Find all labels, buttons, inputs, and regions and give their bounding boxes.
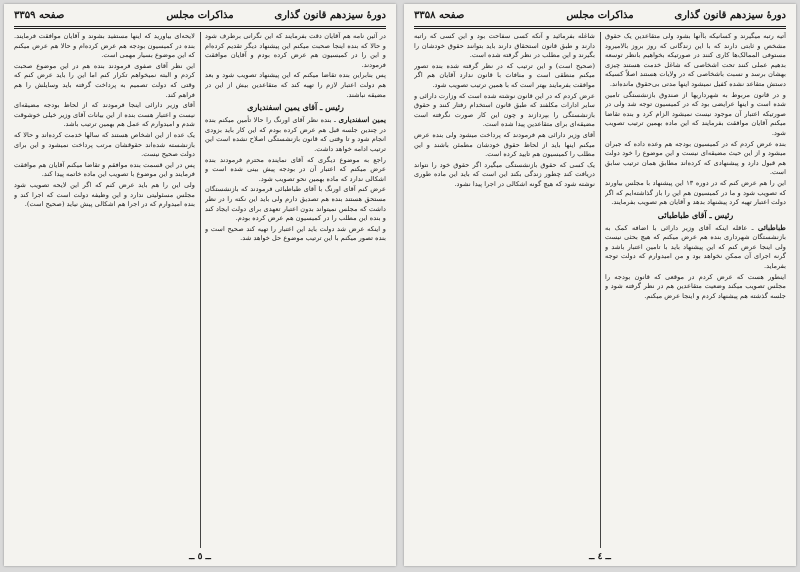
header-page-number: صفحه ۳۳۵۸: [414, 10, 465, 21]
page-footer-number: ــ ٥ ــ: [189, 552, 211, 562]
paragraph: و اینکه عرض شد دولت باید این اعتبار را تهیه کند صحیح است و بنده تصور میکنم با این ترتیب موضوع حل خواهد شد.: [205, 224, 386, 243]
paragraph: پس در این قسمت بنده موافقم و تقاضا میکنم آقایان هم موافقت فرمایند و این موضوع با تصویب این ماده خاتمه پیدا کند.: [14, 160, 195, 179]
paragraph: آقای وزیر دارائی هم فرمودند که پرداخت میشود ولی بنده عرض میکنم اینها باید از لحاظ حقوق خودشان مطمئن باشند و این مطلب را کمیسیون هم تایید کرده است.: [414, 130, 595, 159]
column-left: [14, 32, 195, 548]
header-session: دورهٔ سیزدهم قانون گذاری: [674, 10, 786, 21]
paragraph: این نظر آقای صفوی فرمودند بنده هم در این موضوع صحبت کردم و البته نمیخواهم تکرار کنم اما این را باید عرض کنم که وقتی که دولت تصمیم به پرداخت گرفته باید وسایلش را هم فراهم کند.: [14, 61, 195, 99]
column-left: [414, 32, 595, 548]
paragraph: اینطور هست که عرض کردم در موقعی که قانون بودجه را مجلس تصویب میکند وضعیت متقاعدین هم در نظر گرفته شود و جلسه گذشته هم پیشنهاد کردم و اینجا عرض میکنم.: [605, 272, 786, 300]
column-divider: [200, 32, 201, 548]
header-rule: [414, 26, 786, 29]
page-header: [414, 10, 786, 26]
header-page-number: صفحه ۳۳۵۹: [14, 10, 65, 21]
paragraph-text: ـ بنده نظر آقای اورنگ را حالا تأمین میکنم بنده در چندین جلسه قبل هم عرض کرده بودم که این کار باید بزودی انجام شود و تا وقتی که قانون بازنشستگی اصلاح نشده است این ترتیب ادامه خواهد داشت.: [205, 116, 386, 153]
paragraph: آتیه رتبه میگیرند و کسانیکه باآنها بشود ولی متقاعدین یک حقوق مشخص و ثابتی دارند که با این زندگانی که روز بروز بالامیرود مستوفی الممالک‌ها کاری کنند در صورتیکه بخواهیم بانظر توسعه بدهیم عملی کنند تحت اشخاصی که شاغل خدمت هستند چیزی بهشان برسد و نسبت باشخاصی که در ولایات هستند اصلاً کسیکه دستش متقاعد نشده کفیل نمیشود اینها مدتی بی‌حقوق مانده‌اند.: [605, 32, 786, 88]
paragraph: عرض کردم که در این قانون نوشته شده است که وزارت دارائی و سایر ادارات مکلفند که طبق قانون استخدام رفتار کنند و حقوق بازنشستگی را بپردازند و چون این کار صورت نگرفته است مضیقه‌ای برای متقاعدین پیدا شده است.: [414, 91, 595, 129]
paragraph: (صحیح است) و این ترتیب که در نظر گرفته شده بنده تصور میکنم منطقی است و منافات با قانون ندارد آقایان هم اگر موافقت بفرمایند بهتر است که با همین ترتیب تصویب شود.: [414, 61, 595, 89]
paragraph: یک کسی که حقوق بازنشستگی میگیرد اگر حقوق خود را نتواند دریافت کند چطور زندگی بکند این است که باید این ماده طوری نوشته شود که هیچ گونه اشکالی در اجرا پیدا نشود.: [414, 160, 595, 188]
paragraph-text: ـ عاقله اینکه آقای وزیر دارائی با اضافه کمک به بازنشستگان شهرداری بنده هم عرض میکنم که هیچ بحثی نیست ولی اینجا عرض کنم که این پیشنهاد باید با تامین اعتبار باشد و گرنه اجرای آن ممکن نخواهد بود و من امیدوارم که دولت توجه بفرماید.: [605, 223, 786, 271]
paragraph: این را هم عرض کنم که در دوره ۱۳ این پیشنهاد با مجلس بیاورند که تصویب شود و ما در کمیسیون هم این را باز گذاشته‌ایم که اگر دولت اعتبار تهیه کرد پیشنهاد بدهد و آقایان هم تصویب بفرمایند.: [605, 178, 786, 207]
page-left: [4, 4, 396, 566]
speaker-name: طباطبائی: [757, 222, 786, 232]
paragraph: عرض کنم آقای اورنگ با آقای طباطبائی فرمودند که بازنشستگان مستحق هستند بنده هم تصدیق دارم ولی باید این نکته را در نظر داشت که مجلس نمیتواند بدون اعتبار تعهدی برای دولت ایجاد کند و بنده این مطلب را در کمیسیون هم عرض کرده بودم.: [205, 185, 386, 223]
page-footer-number: ــ ٤ ــ: [589, 552, 611, 562]
column-right: [605, 32, 786, 548]
paragraph: ولی این را هم باید عرض کنم که اگر این لایحه تصویب شود مجلس مسئولیتی ندارد و این وظیفه دولت است که اجرا کند و بنده امیدوارم که در اجرا هم اشکالی پیش نیاید (صحیح است).: [14, 180, 195, 209]
header-session: دورهٔ سیزدهم قانون گذاری: [274, 10, 386, 21]
paragraph: بنده عرض کردم که در کمیسیون بودجه هم وعده داده که جبران میشود و از این حیث مضیقه‌ای نیست و این موضوع را خود دولت هم قبول دارد و پیشنهادی که کرده‌اند مطابق همان ترتیب سابق است.: [605, 139, 786, 177]
paragraph: راجع به موضوع دیگری که آقای نماینده محترم فرمودند بنده عرض میکنم که اعتبار آن در بودجه پیش بینی شده است و اشکالی ندارد که ماده بهمین نحو تصویب شود.: [205, 155, 386, 183]
column-divider: [600, 32, 601, 548]
paragraph: [205, 115, 386, 154]
paragraph: لایحه‌ای بیاورید که اینها مستفید بشوند و آقایان موافقت فرمایند. بنده در کمیسیون بودجه هم عرض کرده‌ام و حالا هم عرض میکنم که این موضوع بسیار مهمی است.: [14, 32, 195, 60]
paragraph: [605, 223, 786, 272]
page-header: [14, 10, 386, 26]
paragraph: آقای وزیر دارائی اینجا فرمودند که از لحاظ بودجه مضیقه‌ای نیست و اعتبار هست بنده از این بیانات آقای وزیر خیلی خوشوقت شدم و امیدوارم که عمل هم بهمین ترتیب باشد.: [14, 101, 195, 129]
section-heading: رئیس ـ آقای طباطبائی: [657, 209, 734, 220]
paragraph: یک عده از این اشخاص هستند که سالها خدمت کرده‌اند و حالا که بازنشسته شده‌اند حقوقشان مرتب پرداخت نمیشود و این برای دولت صحیح نیست.: [14, 130, 195, 159]
page-right: [404, 4, 796, 566]
paragraph: شاغله بفرمائید و آنکه کسی سفاحت بود و این کسی که راتبه دارند و طبق قانون استحقاق دارند باید بتوانند حقوق خودشان را بگیرند و این مطلب در نظر گرفته شده است.: [414, 32, 595, 60]
header-title: مذاکرات مجلس: [566, 10, 634, 21]
paragraph: در آئین نامه هم آقایان دقت بفرمایند که این نگرانی برطرف شود و حالا که بنده اینجا صحبت میکنم این پیشنهاد دیگر تقدیم کرده‌ام و این را در کمیسیون هم عرض کرده بودم و آقایان موافقت فرمودند.: [205, 32, 386, 69]
paragraph: پس بنابراین بنده تقاضا میکنم که این پیشنهاد تصویب شود و بعد هم دولت اعتبار لازم را تهیه کند که متقاعدین بیش از این در مضیقه نباشند.: [205, 71, 386, 99]
speaker-name: یمین اسفندیاری: [338, 115, 386, 125]
section-heading: رئیس ـ آقای یمین اسفندیاری: [247, 102, 344, 113]
column-right: [205, 32, 386, 548]
header-rule: [14, 26, 386, 29]
header-title: مذاکرات مجلس: [166, 10, 234, 21]
paragraph: و در قانون مربوط به شهرداریها از صندوق بازنشستگی تامین شده است و اینها عرایضی بود که در کمیسیون توجه شد ولی در صورتیکه اعتبار آن موجود نیست نمیشود الزام کرد و بنده تقاضا میکنم آقایان موافقت بفرمایند که این ماده بهمین ترتیب تصویب شود.: [605, 90, 786, 137]
